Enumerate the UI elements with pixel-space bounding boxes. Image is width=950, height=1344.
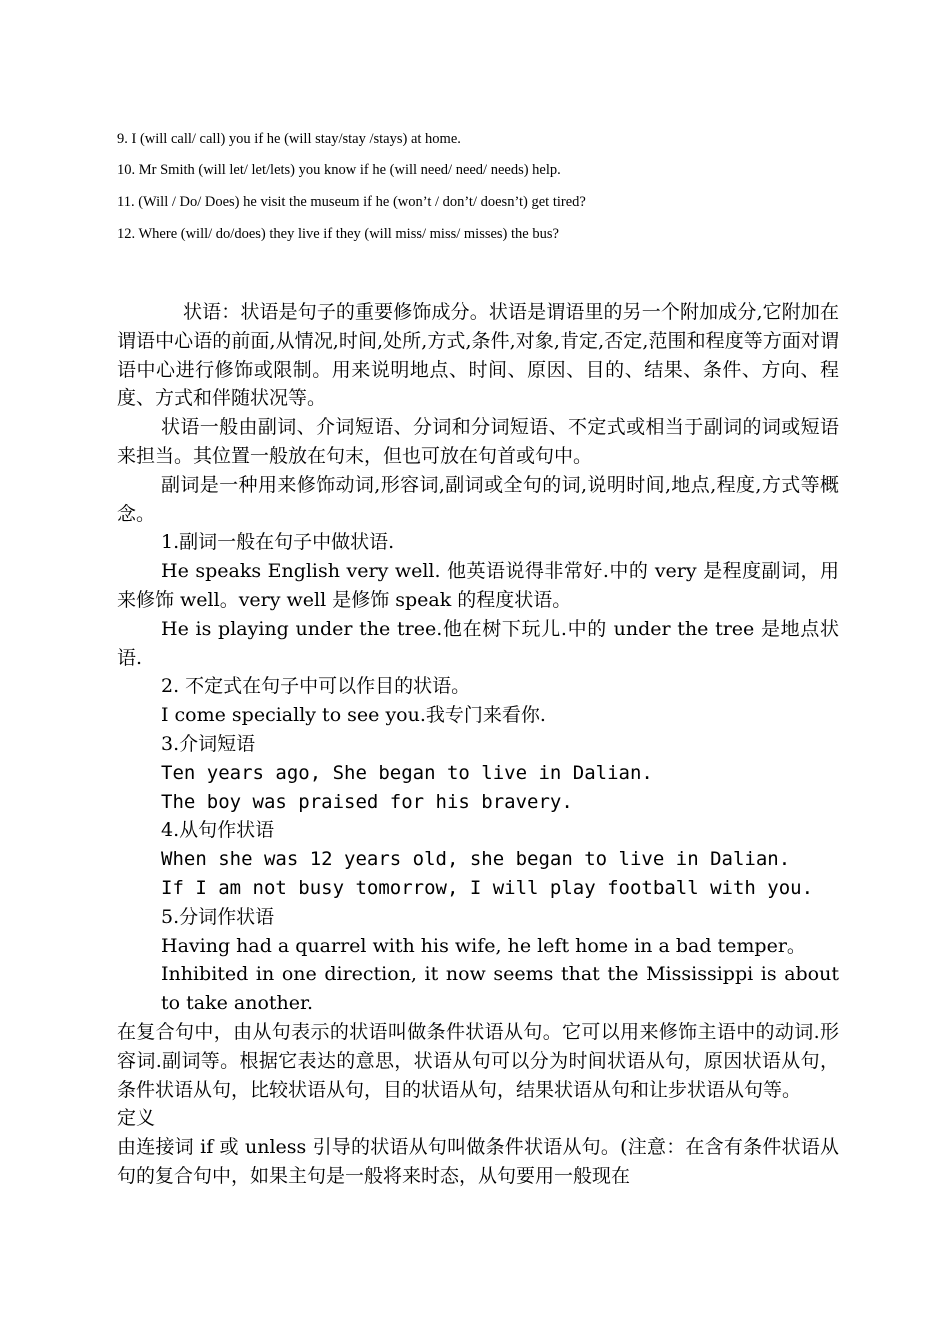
exercise-12: 12. Where (will/ do/does) they live if they (will miss/ miss/ misses) the bus? <box>117 226 559 242</box>
definition-heading: 定义 <box>117 1107 156 1130</box>
item-5-example-2: Inhibited in one direction, it now seems that the Mississippi is about to take another. <box>161 963 839 1015</box>
item-1-heading: 1.副词一般在句子中做状语. <box>161 531 395 554</box>
paragraph-composition: 状语一般由副词、介词短语、分词和分词短语、不定式或相当于副词的词或短语来担当。其位置一般放在句末，但也可放在句首或句中。 <box>117 416 839 467</box>
paragraph-adverb-definition: 副词是一种用来修饰动词,形容词,副词或全句的词,说明时间,地点,程度,方式等概念。 <box>117 473 839 525</box>
adverbial-section <box>117 298 839 1191</box>
item-5-example-1: Having had a quarrel with his wife, he left home in a bad temper。 <box>161 934 806 957</box>
summary-paragraph: 在复合句中，由从句表示的状语叫做条件状语从句。它可以用来修饰主语中的动词.形容词.副词等。根据它表达的意思，状语从句可以分为时间状语从句，原因状语从句，条件状语从句，比较状语从句，目的状语从句，结果状语从句和让步状语从句等。 <box>117 1020 839 1101</box>
item-1-example-2: He is playing under the tree.他在树下玩儿.中的 under the tree 是地点状语. <box>117 617 839 669</box>
item-2-example-1: I come specially to see you.我专门来看你. <box>161 704 546 727</box>
item-3-heading: 3.介词短语 <box>161 732 256 755</box>
item-4-heading: 4.从句作状语 <box>161 819 275 842</box>
item-4-example-1: When she was 12 years old, she began to live in Dalian. <box>161 848 791 871</box>
exercise-10: 10. Mr Smith (will let/ let/lets) you know if he (will need/ need/ needs) help. <box>117 162 561 178</box>
item-3-example-2: The boy was praised for his bravery. <box>161 790 573 813</box>
item-1-example-1: He speaks English very well. 他英语说得非常好.中的 very 是程度副词，用来修饰 well。very well 是修饰 speak 的程度状语。 <box>117 560 839 611</box>
item-4-example-2: If I am not busy tomorrow, I will play football with you. <box>161 876 814 899</box>
item-5-heading: 5.分词作状语 <box>161 905 275 928</box>
intro-paragraph: 状语：状语是句子的重要修饰成分。状语是谓语里的另一个附加成分,它附加在谓语中心语的前面,从情况,时间,处所,方式,条件,对象,肯定,否定,范围和程度等方面对谓语中心进行修饰或限制。用来说明地点、时间、原因、目的、结果、条件、方向、程度、方式和伴随状况等。 <box>117 301 839 410</box>
definition-paragraph: 由连接词 if 或 unless 引导的状语从句叫做条件状语从句。(注意：在含有条件状语从句的复合句中，如果主句是一般将来时态，从句要用一般现在 <box>117 1136 839 1187</box>
exercise-9: 9. I (will call/ call) you if he (will stay/stay /stays) at home. <box>117 131 461 147</box>
item-3-example-1: Ten years ago, She began to live in Dalian. <box>161 761 653 784</box>
exercise-11: 11. (Will / Do/ Does) he visit the museum if he (won’t / don’t/ doesn’t) get tired? <box>117 194 586 210</box>
item-2-heading: 2. 不定式在句子中可以作目的状语。 <box>161 675 471 698</box>
